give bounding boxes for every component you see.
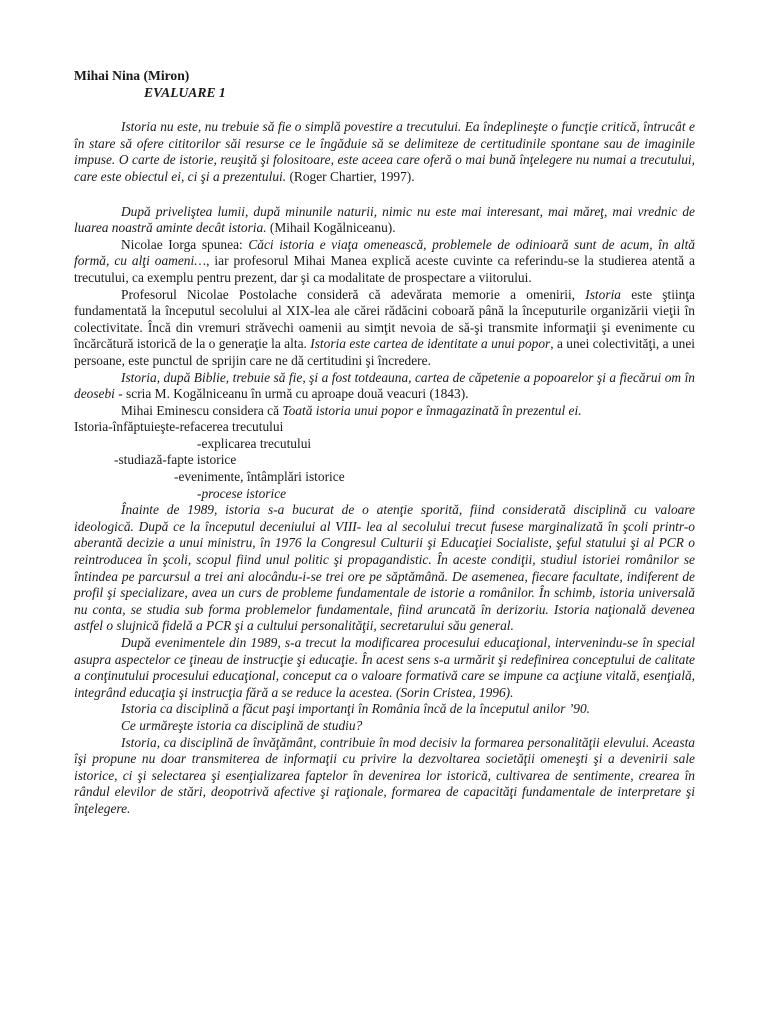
emphasis: Istoria este cartea de identitate a unui popor xyxy=(310,336,551,352)
text-span: - scria M. Kogălniceanu în urmă cu aproape două veacuri (1843). xyxy=(114,386,469,402)
paragraph-after-1989: După evenimentele din 1989, s-a trecut la modificarea procesului educaţional, intervenindu-se în special asupra aspectelor ce ţineau de instrucţie şi educaţie. În acest sens s-a urmărit şi redefinirea conceptului de calitate a conţinutului procesului educaţional, conceput ca o valoare formativă care se impune ca acţiune vitală, esenţială, integrând educaţia şi instrucţia fără a se reduce la acestea. (Sorin Cristea, 1996). xyxy=(74,635,695,700)
text-span: , a unei colectivităţi, a unei persoane, este punctul de sprijin care ne dă certitudini şi încredere. xyxy=(74,336,696,368)
paragraph-before-1989: Înainte de 1989, istoria s-a bucurat de o atenţie sporită, fiind considerată disciplină cu valoare ideologică. După ce la începutul deceniului al VIII- lea al secolului trecut fusese marginalizată în şcoli printr-o aberantă decizie a unui ministru, în 1976 la Congresul Culturii şi Educaţiei Socialiste, şeful statului şi al PCR o reintroducea în şcoli, scopul fiind unul politic şi propagandistic. În aceste condiţii, studiul istoriei românilor se întindea pe parcursul a trei ani alocându-i-se trei ore pe săptămână. De asemenea, fiecare facultate, indiferent de profil şi specializare, avea un curs de probleme fundamentale de istorie a românilor. În schimb, istoria universală nu conta, se studia sub forma problemelor fundamentale, fiind aruncată în derizoriu. Istoria naţională devenea astfel o slujnică fidelă a PCR şi a cultului personalităţii, secretarului său general. xyxy=(74,502,695,634)
paragraph-discipline: Istoria, ca disciplină de învăţământ, contribuie în mod decisiv la formarea personalităţii elevului. Aceasta îşi propune nu doar transmiterea de informaţii cu privire la dezvoltarea societăţii omeneşti şi a devenirii sale istorice, ci şi selectarea şi esenţializarea faptelor în devenirea lor istorică, cultivarea de sentimente, crearea în rândul elevilor de stări, deopotrivă afective şi raţionale, formarea de capacităţi fundamentale de interpretare şi înţelegere. xyxy=(74,734,695,816)
quote-source: (Mihail Kogălniceanu). xyxy=(266,220,396,236)
text-span: Profesorul Nicolae Postolache consideră că adevărata memorie a omenirii, xyxy=(121,286,586,302)
quote-kogalniceanu xyxy=(74,204,695,237)
text-span: este ştiinţa fundamentată la începutul secolului al XIX-lea ale cărei rădăcini coboară până la începuturile organizării vieţii în colectivitate. Încă din vremuri străvechi oamenii au simţit nevoia de să-şi transmite informaţii şi evenimente cu încărcătură istorică de la o generaţie la alta. xyxy=(74,286,695,352)
quote-text: Istoria nu este, nu trebuie să fie o simplă povestire a trecutului. Ea îndeplineşte o funcţie critică, întrucât e în stare să ofere cititorilor săi resurse ce le îngăduie să se delimiteze de certitudinile spontane sau de imaginile impuse. O carte de istorie, reuşită şi folositoare, este aceea care oferă o mai bună înţelegere nu numai a trecutului, care este obiectul ei, ci şi a prezentului. xyxy=(74,119,695,184)
outline-line-3: -studiază-fapte istorice xyxy=(114,452,237,468)
outline-line-2: -explicarea trecutului xyxy=(197,435,312,451)
quote-text: Istoria, după Biblie, trebuie să fie, şi a fost totdeauna, cartea de căpetenie a popoarelor şi a fiecărui om în deosebi xyxy=(74,369,695,402)
outline-line-5: -procese istorice xyxy=(197,485,287,501)
paragraph-postolache xyxy=(74,287,695,370)
document-title: EVALUARE 1 xyxy=(144,84,226,100)
outline-line-4: -evenimente, întâmplări istorice xyxy=(174,469,345,485)
emphasis: Istoria xyxy=(585,286,621,302)
quote-source: (Roger Chartier, 1997). xyxy=(286,168,415,184)
outline-line-1: Istoria-înfăptuieşte-refacerea trecutului xyxy=(74,419,284,435)
text-span: , iar profesorul Mihai Manea explică aceste cuvinte ca referindu-se la studierea atentă a trecutului, ca exemplu pentru prezent, dar şi ca modalitate de prospectare a viitorului. xyxy=(74,253,695,285)
paragraph-iorga xyxy=(74,237,695,287)
document-page xyxy=(74,68,695,818)
author-name: Mihai Nina (Miron) xyxy=(74,68,190,83)
quote-chartier xyxy=(74,119,695,185)
paragraph-progress: Istoria ca disciplină a făcut paşi importanţi în România încă de la începutul anilor ’90. xyxy=(121,701,591,717)
paragraph-eminescu xyxy=(74,403,695,420)
spacer xyxy=(74,186,695,204)
paragraph-question: Ce urmăreşte istoria ca disciplină de studiu? xyxy=(121,717,363,733)
text-span: Nicolae Iorga spunea: xyxy=(121,236,249,252)
paragraph-biblie xyxy=(74,370,695,403)
quote-text: După priveliştea lumii, după minunile naturii, nimic nu este mai interesant, mai măreţ, mai vrednic de luarea noastră aminte decât istoria. xyxy=(74,203,695,236)
text-span: Mihai Eminescu considera că xyxy=(121,402,283,418)
quote-text: Căci istoria e viaţa omenească, problemele de odinioară sunt de acum, în altă formă, cu alţi oameni… xyxy=(74,236,695,269)
quote-text: Toată istoria unui popor e înmagazinată în prezentul ei. xyxy=(282,402,582,418)
spacer xyxy=(74,101,695,119)
